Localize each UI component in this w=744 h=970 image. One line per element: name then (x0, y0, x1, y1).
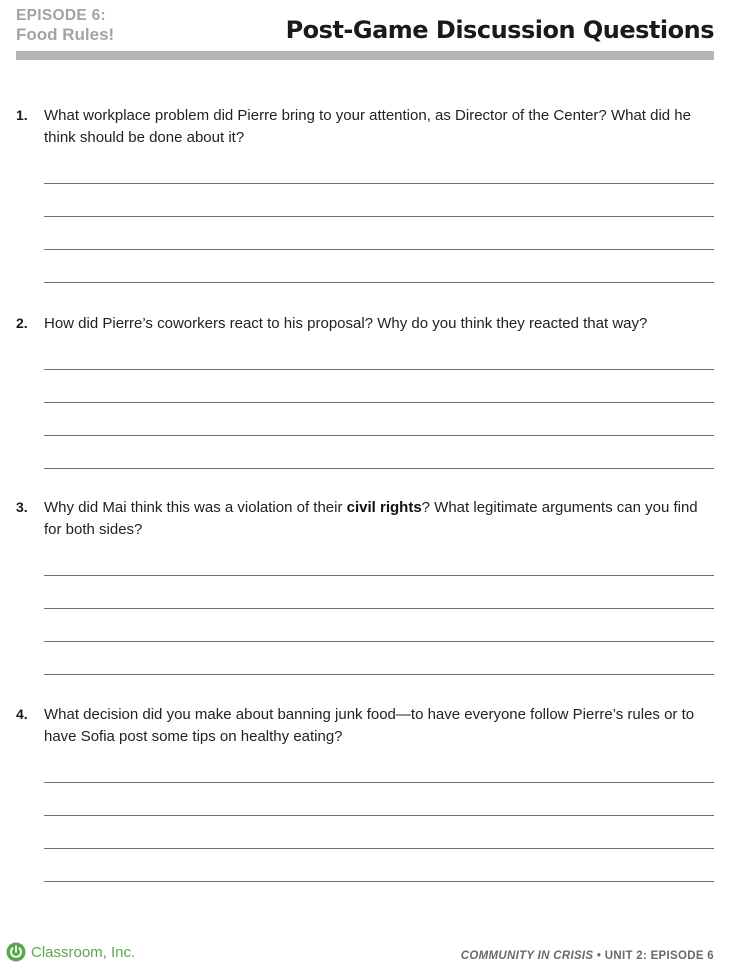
logo-text: Classroom, Inc. (31, 943, 136, 961)
question-2 (16, 313, 714, 473)
question-number: 3. (16, 499, 28, 515)
answer-line[interactable] (44, 881, 714, 882)
answer-line[interactable] (44, 183, 714, 184)
question-text-part: Why did Mai think this was a violation of their (44, 499, 347, 516)
answer-line[interactable] (44, 402, 714, 403)
question-text: What decision did you make about banning junk food—to have everyone follow Pierre’s rules or to have Sofia post some tips on healthy eating? (44, 706, 695, 745)
unit-episode: UNIT 2: EPISODE 6 (604, 950, 714, 962)
question-3 (16, 497, 714, 677)
question-4 (16, 704, 714, 884)
footer-separator: • (596, 950, 602, 962)
question-number: 2. (16, 315, 28, 331)
answer-line[interactable] (44, 608, 714, 609)
key-term-civil-rights: civil rights (346, 499, 422, 516)
classroom-inc-logo (6, 942, 135, 962)
question-number: 4. (16, 706, 28, 722)
episode-label: EPISODE 6: (16, 7, 106, 24)
power-icon (6, 942, 26, 962)
answer-line[interactable] (44, 369, 714, 370)
episode-heading (16, 6, 114, 44)
episode-title: Food Rules! (16, 25, 115, 44)
question-1 (16, 105, 714, 285)
answer-line[interactable] (44, 674, 714, 675)
answer-line[interactable] (44, 575, 714, 576)
question-number: 1. (16, 107, 28, 123)
answer-line[interactable] (44, 782, 714, 783)
answer-line[interactable] (44, 468, 714, 469)
question-text-part: ? What legitimate arguments can you find for both sides? (44, 499, 698, 538)
answer-line[interactable] (44, 282, 714, 283)
question-text: What workplace problem did Pierre bring to your attention, as Director of the Center? What did he think should be done about it? (44, 107, 691, 146)
answer-line[interactable] (44, 815, 714, 816)
answer-line[interactable] (44, 435, 714, 436)
header-rule (16, 51, 714, 60)
question-text: How did Pierre’s coworkers react to his proposal? Why do you think they reacted that way? (44, 315, 648, 332)
page-title: Post-Game Discussion Questions (285, 16, 714, 44)
answer-line[interactable] (44, 216, 714, 217)
answer-line[interactable] (44, 641, 714, 642)
footer-series-info (461, 950, 714, 962)
series-name: COMMUNITY IN CRISIS (460, 950, 594, 962)
question-text (44, 497, 714, 541)
answer-line[interactable] (44, 848, 714, 849)
answer-line[interactable] (44, 249, 714, 250)
